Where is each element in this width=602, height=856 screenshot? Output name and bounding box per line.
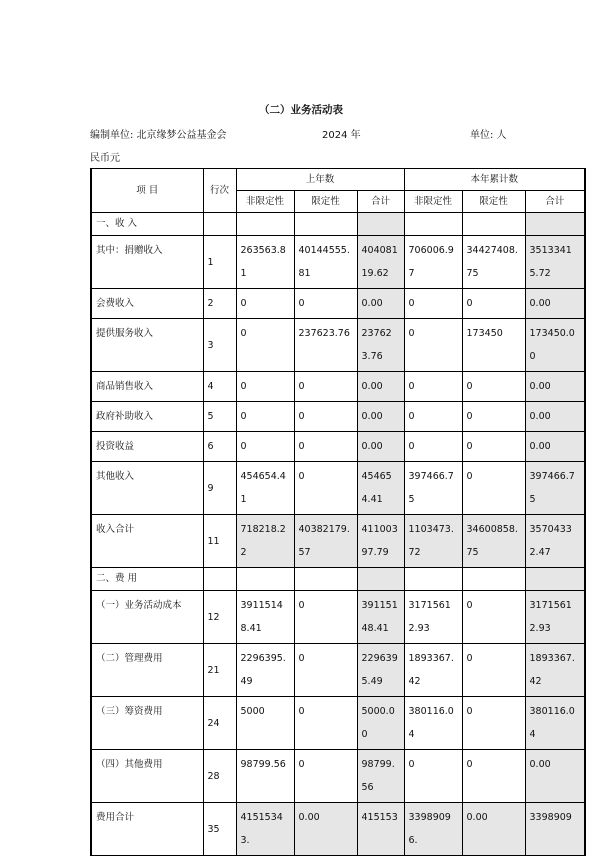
row-line-no: 1 [203, 236, 236, 289]
row-value-cell: 415153 [357, 803, 404, 856]
row-value-cell [294, 213, 357, 236]
row-value-cell: 0 [404, 402, 462, 432]
row-value-cell: 706006.97 [404, 236, 462, 289]
row-value-cell: 39115148.41 [357, 591, 404, 644]
row-line-no: 3 [203, 319, 236, 372]
row-value-cell: 0 [462, 644, 525, 697]
report-title: （二）业务活动表 [259, 104, 343, 116]
row-item-label: 提供服务收入 [91, 319, 203, 372]
row-value-cell: 41100397.79 [357, 515, 404, 568]
row-value-cell: 263563.81 [236, 236, 294, 289]
row-value-cell: 0 [236, 402, 294, 432]
header-row-1 [91, 169, 585, 191]
row-value-cell [404, 568, 462, 591]
row-value-cell: 0 [462, 372, 525, 402]
row-value-cell: 34427408.75 [462, 236, 525, 289]
table-row [91, 236, 585, 289]
activity-table [90, 168, 586, 856]
row-value-cell [236, 568, 294, 591]
table-row [91, 402, 585, 432]
row-item-label: （四）其他费用 [91, 750, 203, 803]
header-prior-total: 合计 [357, 191, 404, 213]
row-value-cell: 0.00 [525, 372, 585, 402]
row-line-no: 11 [203, 515, 236, 568]
row-value-cell [357, 568, 404, 591]
row-item-label: 投资收益 [91, 432, 203, 462]
row-line-no: 21 [203, 644, 236, 697]
row-line-no: 2 [203, 289, 236, 319]
row-value-cell [462, 213, 525, 236]
row-value-cell: 237623.76 [357, 319, 404, 372]
table-row [91, 750, 585, 803]
row-value-cell: 0 [462, 289, 525, 319]
row-value-cell [525, 213, 585, 236]
row-value-cell: 2296395.49 [357, 644, 404, 697]
row-line-no: 35 [203, 803, 236, 856]
row-line-no [203, 568, 236, 591]
row-value-cell [462, 568, 525, 591]
row-value-cell [404, 213, 462, 236]
row-value-cell: 0.00 [294, 803, 357, 856]
row-value-cell: 2296395.49 [236, 644, 294, 697]
row-value-cell [294, 568, 357, 591]
row-value-cell: 0.00 [357, 402, 404, 432]
row-item-label: （二）管理费用 [91, 644, 203, 697]
row-value-cell: 0.00 [357, 432, 404, 462]
row-value-cell: 0 [294, 644, 357, 697]
row-value-cell: 173450.00 [525, 319, 585, 372]
row-item-label: 会费收入 [91, 289, 203, 319]
row-value-cell [525, 568, 585, 591]
row-value-cell: 0.00 [525, 402, 585, 432]
table-row [91, 372, 585, 402]
row-value-cell: 454654.41 [357, 462, 404, 515]
row-value-cell: 718218.22 [236, 515, 294, 568]
row-value-cell: 0 [294, 697, 357, 750]
header-cum-unrestricted: 非限定性 [404, 191, 462, 213]
row-value-cell: 0 [404, 432, 462, 462]
row-value-cell: 0 [462, 697, 525, 750]
row-value-cell: 237623.76 [294, 319, 357, 372]
row-value-cell: 0 [294, 750, 357, 803]
row-value-cell: 0 [462, 462, 525, 515]
table-row [91, 213, 585, 236]
row-value-cell: 0.00 [357, 289, 404, 319]
table-row [91, 319, 585, 372]
row-value-cell: 1103473.72 [404, 515, 462, 568]
row-value-cell [357, 213, 404, 236]
row-line-no: 28 [203, 750, 236, 803]
row-value-cell: 0 [404, 750, 462, 803]
table-row [91, 591, 585, 644]
row-value-cell: 5000.00 [357, 697, 404, 750]
row-value-cell: 33989096. [404, 803, 462, 856]
row-value-cell: 380116.04 [404, 697, 462, 750]
row-value-cell: 0 [294, 289, 357, 319]
row-value-cell: 173450 [462, 319, 525, 372]
header-prior-unrestricted: 非限定性 [236, 191, 294, 213]
row-item-label: 政府补助收入 [91, 402, 203, 432]
row-value-cell: 0 [404, 319, 462, 372]
row-value-cell [236, 213, 294, 236]
row-value-cell: 0 [294, 402, 357, 432]
org-label: 编制单位: 北京缘梦公益基金会 [90, 130, 227, 141]
row-value-cell: 0 [294, 462, 357, 515]
row-line-no: 9 [203, 462, 236, 515]
row-value-cell: 397466.75 [525, 462, 585, 515]
row-item-label: 其中：捐赠收入 [91, 236, 203, 289]
row-value-cell: 0 [462, 750, 525, 803]
row-value-cell: 40382179.57 [294, 515, 357, 568]
row-value-cell: 98799.56 [236, 750, 294, 803]
table-row [91, 462, 585, 515]
row-item-label: （一）业务活动成本 [91, 591, 203, 644]
row-item-label: 收入合计 [91, 515, 203, 568]
row-value-cell: 0.00 [525, 289, 585, 319]
row-value-cell: 3398909 [525, 803, 585, 856]
table-row [91, 289, 585, 319]
row-value-cell: 41515343. [236, 803, 294, 856]
row-value-cell: 454654.41 [236, 462, 294, 515]
row-line-no: 5 [203, 402, 236, 432]
header-item: 项 目 [91, 169, 203, 213]
row-value-cell: 35704332.47 [525, 515, 585, 568]
table-row [91, 644, 585, 697]
year-label: 2024 年 [322, 130, 361, 141]
row-value-cell: 0 [404, 289, 462, 319]
row-line-no [203, 213, 236, 236]
row-value-cell: 0 [236, 319, 294, 372]
row-value-cell: 40408119.62 [357, 236, 404, 289]
row-value-cell: 397466.75 [404, 462, 462, 515]
header-cum-total: 合计 [525, 191, 585, 213]
row-line-no: 4 [203, 372, 236, 402]
header-prior-year: 上年数 [236, 169, 404, 191]
row-value-cell: 1893367.42 [525, 644, 585, 697]
row-value-cell: 31715612.93 [404, 591, 462, 644]
row-value-cell: 40144555.81 [294, 236, 357, 289]
row-value-cell: 0 [294, 591, 357, 644]
unit-label-cont: 民币元 [90, 153, 120, 164]
row-value-cell: 0.00 [357, 372, 404, 402]
row-value-cell: 35133415.72 [525, 236, 585, 289]
table-row [91, 697, 585, 750]
row-item-label: 商品销售收入 [91, 372, 203, 402]
row-line-no: 6 [203, 432, 236, 462]
table-row [91, 803, 585, 856]
row-line-no: 24 [203, 697, 236, 750]
row-value-cell: 5000 [236, 697, 294, 750]
row-value-cell: 0 [462, 402, 525, 432]
row-value-cell: 1893367.42 [404, 644, 462, 697]
row-value-cell: 0 [404, 372, 462, 402]
row-item-label: 其他收入 [91, 462, 203, 515]
row-line-no: 12 [203, 591, 236, 644]
row-value-cell: 0.00 [525, 750, 585, 803]
header-line-no: 行次 [203, 169, 236, 213]
row-value-cell: 0 [462, 591, 525, 644]
row-value-cell: 0 [236, 289, 294, 319]
row-value-cell: 0 [294, 432, 357, 462]
table-row [91, 515, 585, 568]
header-cum-restricted: 限定性 [462, 191, 525, 213]
unit-label: 单位: 人 [470, 130, 507, 141]
row-value-cell: 98799.56 [357, 750, 404, 803]
row-value-cell: 0 [236, 432, 294, 462]
row-value-cell: 39115148.41 [236, 591, 294, 644]
row-value-cell: 380116.04 [525, 697, 585, 750]
row-value-cell: 0 [236, 372, 294, 402]
header-cumulative: 本年累计数 [404, 169, 585, 191]
row-value-cell: 0.00 [462, 803, 525, 856]
table-row [91, 568, 585, 591]
table-row [91, 432, 585, 462]
table-body [91, 169, 585, 856]
row-value-cell: 34600858.75 [462, 515, 525, 568]
row-value-cell: 0.00 [525, 432, 585, 462]
row-item-label: 一、收 入 [91, 213, 203, 236]
row-value-cell: 31715612.93 [525, 591, 585, 644]
row-item-label: （三）筹资费用 [91, 697, 203, 750]
row-value-cell: 0 [462, 432, 525, 462]
row-item-label: 费用合计 [91, 803, 203, 856]
row-item-label: 二、费 用 [91, 568, 203, 591]
header-prior-restricted: 限定性 [294, 191, 357, 213]
row-value-cell: 0 [294, 372, 357, 402]
